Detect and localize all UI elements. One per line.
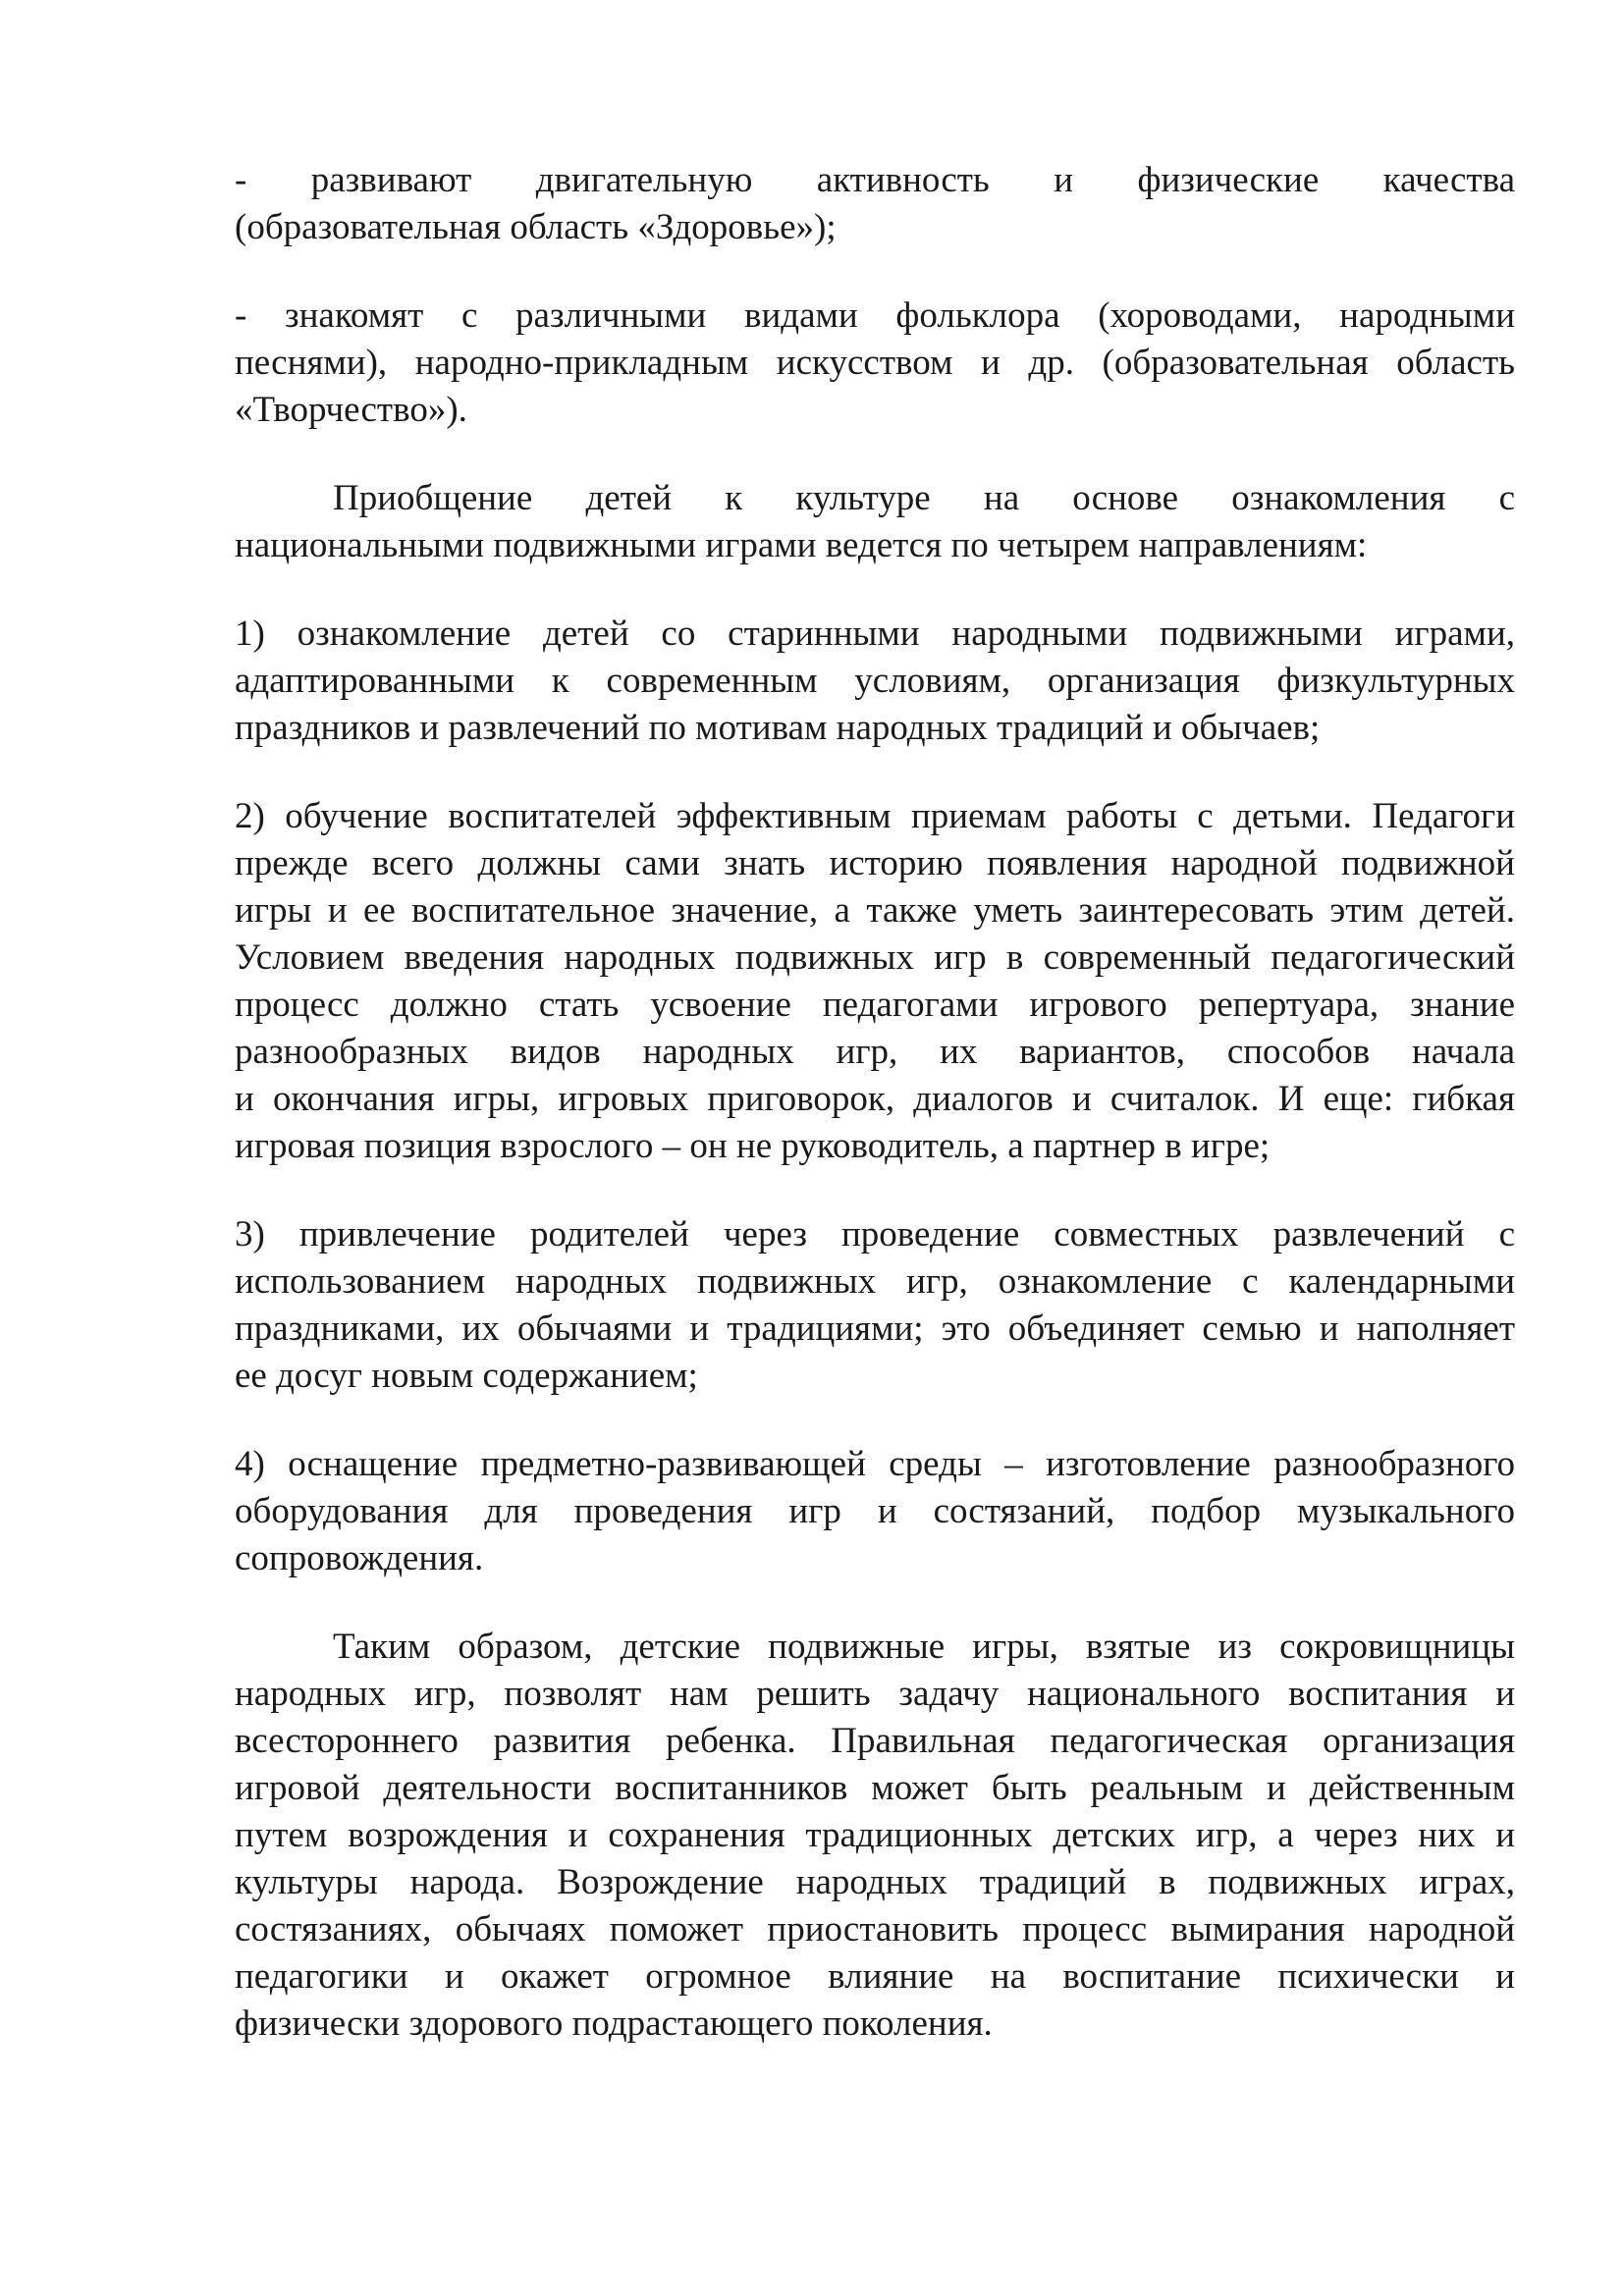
text-line: игры и ее воспитательное значение, а также уметь заинтересовать этим детей. (235, 890, 1515, 931)
text-line: адаптированными к современным условиям, организация физкультурных (235, 661, 1515, 701)
text-line: оборудования для проведения игр и состязаний, подбор музыкального (235, 1491, 1515, 1531)
text-line: народных игр, позволят нам решить задачу национального воспитания и (235, 1674, 1515, 1714)
text-line: песнями), народно-прикладным искусством и др. (образовательная область (235, 343, 1515, 383)
text-line: разнообразных видов народных игр, их вариантов, способов начала (235, 1032, 1515, 1072)
paragraph-health (235, 157, 1515, 251)
text-line: использованием народных подвижных игр, ознакомление с календарными (235, 1261, 1515, 1302)
text-line: ее досуг новым содержанием; (235, 1356, 698, 1396)
text-line: педагогики и окажет огромное влияние на воспитание психически и (235, 1956, 1515, 1997)
paragraph-direction-4 (235, 1441, 1515, 1582)
text-line: 2) обучение воспитателей эффективным приемам работы с детьми. Педагоги (235, 796, 1515, 836)
paragraph-intro-directions (235, 475, 1515, 569)
document-body (235, 157, 1515, 2089)
text-line: - знакомят с различными видами фольклора (хороводами, народными (235, 295, 1515, 336)
paragraph-direction-1 (235, 611, 1515, 752)
paragraph-creativity (235, 293, 1515, 434)
text-line: «Творчество»). (235, 390, 467, 430)
paragraph-direction-2 (235, 793, 1515, 1170)
text-line: состязаниях, обычаях поможет приостановить процесс вымирания народной (235, 1909, 1515, 1949)
text-line: праздниками, их обычаями и традициями; это объединяет семью и наполняет (235, 1308, 1515, 1349)
paragraph-direction-3 (235, 1211, 1515, 1400)
text-line: 3) привлечение родителей через проведение совместных развлечений с (235, 1214, 1515, 1255)
text-line: Приобщение детей к культуре на основе ознакомления с (333, 478, 1515, 518)
text-line: всестороннего развития ребенка. Правильная педагогическая организация (235, 1721, 1515, 1761)
paragraph-conclusion (235, 1624, 1515, 2048)
text-line: прежде всего должны сами знать историю появления народной подвижной (235, 843, 1515, 883)
text-line: - развивают двигательную активность и физические качества (235, 160, 1515, 200)
text-line: (образовательная область «Здоровье»); (235, 207, 837, 247)
text-line: праздников и развлечений по мотивам народных традиций и обычаев; (235, 708, 1321, 748)
text-line: 1) ознакомление детей со старинными народными подвижными играми, (235, 614, 1515, 654)
text-line: физически здорового подрастающего поколения. (235, 2003, 993, 2044)
text-line: сопровождения. (235, 1538, 484, 1578)
text-line: Таким образом, детские подвижные игры, взятые из сокровищницы (333, 1627, 1515, 1667)
text-line: Условием введения народных подвижных игр в современный педагогический (235, 937, 1515, 978)
text-line: игровая позиция взрослого – он не руководитель, а партнер в игре; (235, 1126, 1271, 1166)
text-line: 4) оснащение предметно-развивающей среды – изготовление разнообразного (235, 1444, 1515, 1484)
text-line: и окончания игры, игровых приговорок, диалогов и считалок. И еще: гибкая (235, 1079, 1515, 1119)
text-line: национальными подвижными играми ведется по четырем направлениям: (235, 525, 1368, 565)
text-line: культуры народа. Возрождение народных традиций в подвижных играх, (235, 1862, 1515, 1902)
text-line: процесс должно стать усвоение педагогами игрового репертуара, знание (235, 985, 1515, 1025)
text-line: путем возрождения и сохранения традиционных детских игр, а через них и (235, 1815, 1515, 1855)
text-line: игровой деятельности воспитанников может быть реальным и действенным (235, 1768, 1515, 1808)
